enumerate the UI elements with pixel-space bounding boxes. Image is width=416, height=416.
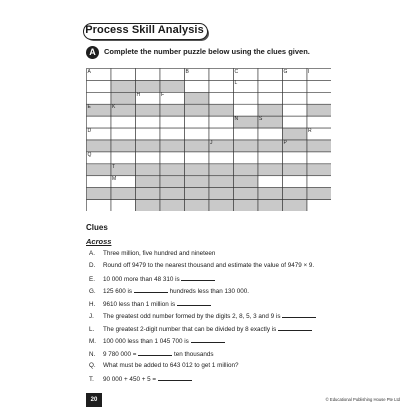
clue-letter: M. bbox=[89, 338, 96, 346]
grid-cell-shaded bbox=[185, 104, 210, 116]
grid-cell[interactable] bbox=[111, 200, 136, 211]
grid-cell-shaded bbox=[136, 164, 161, 176]
page-number: 20 bbox=[86, 393, 102, 407]
grid-cell[interactable] bbox=[307, 116, 331, 128]
grid-cells bbox=[86, 68, 331, 211]
grid-cell-shaded bbox=[283, 188, 308, 200]
grid-cell-shaded bbox=[87, 188, 112, 200]
clue-text-after: ten thousands bbox=[173, 350, 214, 358]
grid-clue-label: E bbox=[87, 104, 91, 111]
clue-item bbox=[89, 262, 314, 270]
grid-cell[interactable] bbox=[111, 128, 136, 140]
clue-text: Three million, five hundred and nineteen bbox=[103, 250, 216, 257]
grid-cell[interactable] bbox=[234, 128, 259, 140]
grid-cell[interactable] bbox=[258, 92, 283, 104]
grid-cell-shaded bbox=[283, 164, 308, 176]
grid-clue-label: N bbox=[234, 116, 239, 123]
clue-item bbox=[89, 375, 192, 384]
grid-cell-shaded bbox=[209, 200, 234, 211]
grid-cell[interactable] bbox=[258, 152, 283, 164]
grid-cell[interactable] bbox=[87, 176, 112, 188]
grid-clue-label: F bbox=[161, 92, 165, 99]
answer-blank[interactable] bbox=[278, 325, 312, 331]
clue-letter: T. bbox=[89, 375, 94, 383]
grid-cell[interactable] bbox=[87, 200, 112, 211]
grid-cell-shaded bbox=[283, 128, 308, 140]
clue-text-after: hundreds less than 130 000. bbox=[169, 288, 250, 296]
grid-cell-shaded bbox=[185, 188, 210, 200]
answer-blank[interactable] bbox=[158, 375, 192, 381]
grid-clue-label: D bbox=[87, 128, 92, 135]
grid-cell[interactable] bbox=[185, 80, 210, 92]
clue-letter: L. bbox=[89, 325, 95, 333]
clue-letter: E. bbox=[89, 275, 95, 283]
grid-cell-shaded bbox=[111, 188, 136, 200]
grid-cell[interactable] bbox=[185, 152, 210, 164]
grid-cell[interactable] bbox=[209, 116, 234, 128]
grid-clue-label: P bbox=[283, 140, 287, 146]
grid-cell[interactable] bbox=[136, 152, 161, 164]
grid-clue-label: L bbox=[234, 80, 238, 87]
clue-text: What must be added to 643 012 to get 1 million? bbox=[103, 362, 239, 370]
grid-clue-label: K bbox=[112, 104, 116, 111]
grid-cell[interactable] bbox=[87, 116, 112, 128]
grid-clue-label: S bbox=[259, 116, 263, 123]
grid-cell-shaded bbox=[307, 164, 331, 176]
grid-cell-shaded bbox=[209, 188, 234, 200]
clue-text: 90 000 + 450 + 5 = bbox=[103, 375, 157, 383]
clue-item bbox=[89, 287, 249, 296]
grid-cell[interactable] bbox=[209, 128, 234, 140]
clues-heading: Clues bbox=[86, 223, 108, 232]
grid-cell-shaded bbox=[111, 140, 136, 152]
grid-cell[interactable] bbox=[234, 104, 259, 116]
grid-cell-shaded bbox=[160, 176, 185, 188]
grid-cell[interactable] bbox=[307, 92, 331, 104]
clue-item bbox=[89, 300, 211, 309]
clue-text: The greatest odd number formed by the digits 2, 8, 5, 3 and 9 is bbox=[103, 313, 281, 321]
clue-item bbox=[89, 337, 225, 346]
grid-clue-label: M bbox=[112, 175, 117, 182]
grid-cell-shaded bbox=[307, 188, 331, 200]
grid-cell[interactable] bbox=[160, 69, 185, 81]
grid-cell[interactable] bbox=[283, 176, 308, 188]
clue-text: 9 780 000 = bbox=[103, 350, 137, 358]
grid-cell[interactable] bbox=[209, 152, 234, 164]
clue-letter: N. bbox=[89, 350, 96, 358]
grid-cell-shaded bbox=[111, 80, 136, 92]
grid-cell-shaded bbox=[209, 104, 234, 116]
clue-letter: H. bbox=[89, 300, 96, 308]
clue-text: Round off 9479 to the nearest thousand and estimate the value of 9479 × 9. bbox=[103, 262, 315, 270]
grid-cell-shaded bbox=[185, 92, 210, 104]
grid-cell[interactable] bbox=[111, 152, 136, 164]
clue-item bbox=[89, 325, 312, 334]
grid-cell-shaded bbox=[160, 164, 185, 176]
grid-cell-shaded bbox=[160, 80, 185, 92]
grid-cell[interactable] bbox=[87, 80, 112, 92]
section-instruction: Complete the number puzzle below using the clues given. bbox=[104, 47, 310, 56]
clue-text: 100 000 less than 1 045 700 is bbox=[103, 338, 189, 346]
grid-cell[interactable] bbox=[283, 104, 308, 116]
grid-cell-shaded bbox=[160, 104, 185, 116]
page-title: Process Skill Analysis bbox=[85, 24, 204, 36]
grid-cell-shaded bbox=[111, 92, 136, 104]
clue-item bbox=[89, 275, 215, 284]
grid-clue-label: I bbox=[308, 68, 310, 75]
clue-item bbox=[89, 250, 215, 258]
grid-cell[interactable] bbox=[307, 200, 331, 211]
clue-letter: G. bbox=[89, 288, 96, 296]
grid-cell[interactable] bbox=[283, 116, 308, 128]
clue-text: 10 000 more than 48 310 is bbox=[103, 275, 180, 283]
grid-clue-label: C bbox=[234, 68, 239, 75]
grid-cell[interactable] bbox=[258, 176, 283, 188]
grid-cell[interactable] bbox=[111, 116, 136, 128]
grid-cell[interactable] bbox=[160, 128, 185, 140]
grid-cell[interactable] bbox=[307, 80, 331, 92]
clue-letter: A. bbox=[89, 250, 95, 257]
clue-letter: D. bbox=[89, 262, 96, 270]
grid-cell[interactable] bbox=[307, 176, 331, 188]
answer-blank[interactable] bbox=[191, 337, 225, 343]
grid-cell[interactable] bbox=[209, 69, 234, 81]
answer-blank[interactable] bbox=[177, 300, 211, 306]
grid-cell[interactable] bbox=[185, 116, 210, 128]
grid-cell-shaded bbox=[160, 140, 185, 152]
grid-cell-shaded bbox=[185, 176, 210, 188]
grid-cell[interactable] bbox=[234, 152, 259, 164]
grid-cell-shaded bbox=[234, 188, 259, 200]
grid-cell-shaded bbox=[136, 140, 161, 152]
grid-cell-shaded bbox=[258, 140, 283, 152]
grid-cell[interactable] bbox=[160, 116, 185, 128]
grid-cell-shaded bbox=[136, 176, 161, 188]
grid-cell[interactable] bbox=[283, 92, 308, 104]
grid-cell-shaded bbox=[185, 140, 210, 152]
answer-blank[interactable] bbox=[282, 312, 316, 318]
clue-letter: Q. bbox=[89, 362, 96, 370]
grid-cell-shaded bbox=[258, 164, 283, 176]
grid-cell-shaded bbox=[209, 164, 234, 176]
grid-cell-shaded bbox=[136, 200, 161, 211]
grid-cell[interactable] bbox=[258, 80, 283, 92]
grid-cell[interactable] bbox=[136, 69, 161, 81]
section-badge: A bbox=[86, 46, 99, 59]
clue-text: The greatest 2-digit number that can be divided by 8 exactly is bbox=[103, 325, 277, 333]
grid-cell-shaded bbox=[160, 188, 185, 200]
number-puzzle-grid bbox=[86, 68, 331, 211]
grid-cell[interactable] bbox=[136, 128, 161, 140]
grid-cell-shaded bbox=[234, 200, 259, 211]
grid-clue-label: G bbox=[283, 68, 288, 75]
grid-cell[interactable] bbox=[136, 116, 161, 128]
grid-cell-shaded bbox=[258, 200, 283, 211]
grid-cell[interactable] bbox=[234, 92, 259, 104]
grid-cell[interactable] bbox=[209, 80, 234, 92]
grid-cell[interactable] bbox=[111, 69, 136, 81]
grid-cell-shaded bbox=[87, 164, 112, 176]
grid-cell-shaded bbox=[136, 80, 161, 92]
grid-clue-label: Q bbox=[87, 151, 92, 158]
clue-letter: J. bbox=[89, 313, 94, 321]
grid-cell-shaded bbox=[136, 104, 161, 116]
grid-clue-label: A bbox=[87, 68, 91, 75]
title-banner bbox=[83, 23, 210, 40]
grid-cell[interactable] bbox=[185, 128, 210, 140]
answer-blank[interactable] bbox=[138, 350, 172, 356]
grid-clue-label: T bbox=[112, 163, 116, 170]
grid-cell[interactable] bbox=[283, 152, 308, 164]
clue-item bbox=[89, 312, 316, 321]
clue-text: 125 600 is bbox=[103, 288, 133, 296]
grid-cell[interactable] bbox=[209, 92, 234, 104]
copyright-notice: © Educational Publishing House Pte Ltd bbox=[325, 397, 400, 402]
grid-cell-shaded bbox=[234, 140, 259, 152]
answer-blank[interactable] bbox=[134, 287, 168, 293]
grid-cell-shaded bbox=[234, 176, 259, 188]
clue-item bbox=[89, 350, 214, 359]
clue-text: 9610 less than 1 million is bbox=[103, 300, 176, 308]
across-heading: Across bbox=[86, 237, 112, 246]
grid-cell-shaded bbox=[209, 176, 234, 188]
grid-cell-shaded bbox=[87, 140, 112, 152]
grid-cell-shaded bbox=[136, 188, 161, 200]
grid-clue-label: R bbox=[308, 128, 312, 135]
grid-cell-shaded bbox=[185, 200, 210, 211]
grid-cell[interactable] bbox=[307, 152, 331, 164]
grid-cell-shaded bbox=[283, 200, 308, 211]
grid-cell[interactable] bbox=[87, 92, 112, 104]
grid-cell-shaded bbox=[307, 140, 331, 152]
grid-clue-label: B bbox=[185, 68, 189, 75]
grid-cell-shaded bbox=[307, 104, 331, 116]
grid-cell-shaded bbox=[258, 104, 283, 116]
grid-cell[interactable] bbox=[160, 152, 185, 164]
grid-cell-shaded bbox=[258, 188, 283, 200]
answer-blank[interactable] bbox=[181, 275, 215, 281]
grid-cell[interactable] bbox=[258, 69, 283, 81]
grid-cell-shaded bbox=[185, 164, 210, 176]
grid-cell[interactable] bbox=[283, 80, 308, 92]
grid-clue-label: H bbox=[136, 92, 141, 99]
grid-cell[interactable] bbox=[258, 128, 283, 140]
grid-cell-shaded bbox=[160, 200, 185, 211]
grid-cell-shaded bbox=[234, 164, 259, 176]
grid-clue-label: J bbox=[210, 140, 213, 146]
clue-item bbox=[89, 362, 238, 370]
grid-cell[interactable] bbox=[307, 69, 331, 81]
